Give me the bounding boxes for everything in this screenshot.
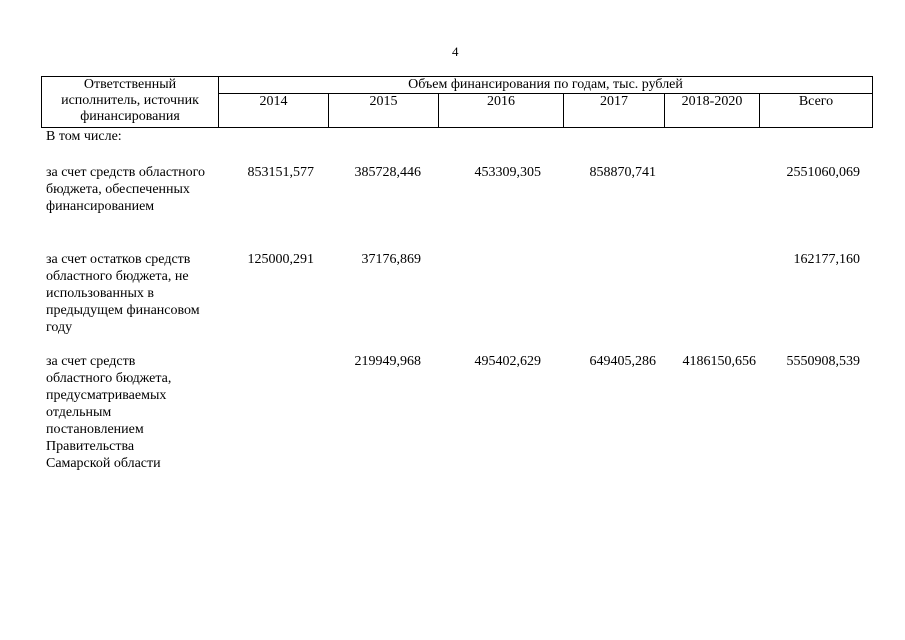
- header-year-2014: 2014: [219, 94, 329, 128]
- cell-total: 2551060,069: [786, 165, 860, 180]
- funding-table-header: [41, 76, 873, 128]
- cell-2014: 125000,291: [247, 252, 314, 267]
- cell-2016: 453309,305: [474, 165, 541, 180]
- cell-2016: 495402,629: [474, 354, 541, 369]
- row-label: за счет остатков средств областного бюджета, не использованных в предыдущем финансовом году: [46, 252, 200, 335]
- header-funding-title: Объем финансирования по годам, тыс. рублей: [219, 77, 873, 94]
- cell-2015: 219949,968: [354, 354, 421, 369]
- cell-2014: 853151,577: [247, 165, 314, 180]
- header-responsible: Ответственный исполнитель, источник финансирования: [42, 77, 219, 128]
- page-number: 4: [452, 44, 459, 59]
- cell-total: 162177,160: [793, 252, 860, 267]
- header-year-2018-2020: 2018-2020: [665, 94, 760, 128]
- cell-2017: 858870,741: [589, 165, 656, 180]
- row-label: за счет средств областного бюджета, предусматриваемых отдельным постановлением Правительства Самарской области: [46, 354, 172, 471]
- header-year-2015: 2015: [329, 94, 439, 128]
- row-label: за счет средств областного бюджета, обеспеченных финансированием: [46, 165, 206, 214]
- cell-2015: 37176,869: [361, 252, 421, 267]
- cell-2015: 385728,446: [354, 165, 421, 180]
- header-year-2017: 2017: [564, 94, 665, 128]
- cell-2018-2020: 4186150,656: [682, 354, 756, 369]
- cell-total: 5550908,539: [786, 354, 860, 369]
- header-total: Всего: [760, 94, 873, 128]
- header-year-2016: 2016: [439, 94, 564, 128]
- cell-2017: 649405,286: [589, 354, 656, 369]
- subheading: В том числе:: [46, 129, 122, 144]
